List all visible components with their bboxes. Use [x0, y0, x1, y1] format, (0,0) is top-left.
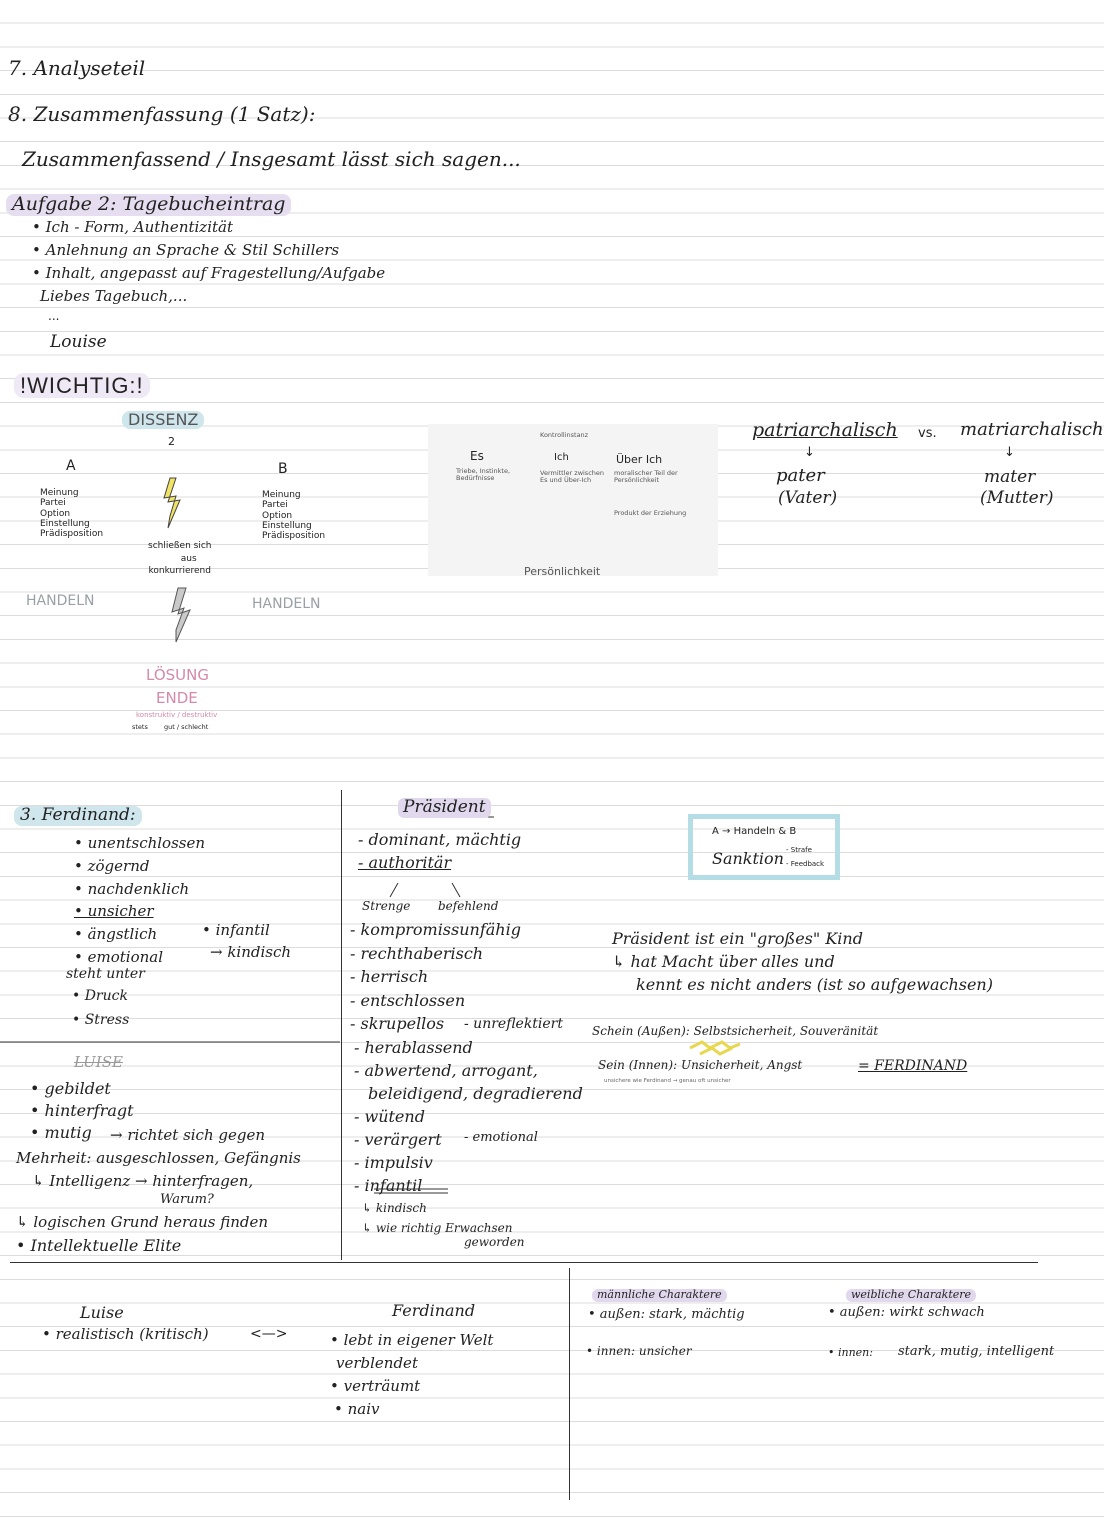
party-b-label: B	[278, 461, 288, 477]
mater-label: mater	[984, 467, 1036, 487]
list-item: Einstellung	[40, 519, 90, 530]
gut-prefix: stets	[132, 723, 148, 731]
middle-text: aus	[180, 553, 197, 564]
list-item: - verärgert	[354, 1130, 442, 1149]
konstruktiv-label: konstruktiv / destruktiv	[136, 711, 218, 719]
strenge-label: Strenge	[362, 899, 411, 913]
heading-analyseteil: 7. Analyseteil	[8, 56, 146, 80]
bottom-ferdinand: Ferdinand	[392, 1301, 476, 1320]
ferdinand-equals: = FERDINAND	[858, 1058, 968, 1074]
bottom-luise-trait: • realistisch (kritisch)	[42, 1325, 209, 1343]
emotional-label: - emotional	[464, 1130, 538, 1145]
list-item: • nachdenklich	[74, 879, 190, 898]
luise-elite: • Intellektuelle Elite	[16, 1236, 182, 1255]
list-item: Meinung	[262, 490, 301, 500]
divider	[341, 790, 342, 1260]
patriarchalisch: patriarchalisch	[752, 419, 898, 441]
handeln-right: HANDELN	[252, 596, 321, 612]
pater-label: pater	[776, 465, 825, 486]
list-item: • mutig	[30, 1123, 92, 1142]
male-aussen: • außen: stark, mächtig	[588, 1307, 745, 1322]
luise-warum: Warum?	[160, 1192, 214, 1207]
psyche-ueber-ich: Über Ich	[616, 453, 663, 466]
list-item: Partei	[262, 500, 288, 511]
list-item: Partei	[40, 498, 66, 509]
ferdinand-trait: • verträumt	[330, 1377, 421, 1395]
wie-label: ↳ wie richtig Erwachsen	[362, 1221, 513, 1235]
psyche-ueber-desc: moralischer Teil der Persönlichkeit	[614, 469, 678, 485]
psyche-figure	[428, 424, 718, 576]
ferdinand-traits	[74, 832, 205, 969]
arrow-down-icon: ↓	[1004, 445, 1015, 460]
kind-line3: kennt es nicht anders (ist so aufgewachsen)	[636, 975, 993, 994]
handeln-left: HANDELN	[26, 593, 95, 609]
psyche-ich-desc: Vermittler zwischen Es und Über-Ich	[540, 469, 605, 485]
psyche-produkt: Produkt der Erziehung	[614, 509, 687, 517]
list-item: - rechthaberisch	[350, 943, 484, 963]
list-item: • zögernd	[74, 856, 150, 875]
divider	[10, 1262, 1038, 1263]
list-item: - herrisch	[350, 967, 429, 986]
luise-richtet: → richtet sich gegen	[110, 1126, 266, 1144]
list-item: • gebildet	[30, 1079, 111, 1098]
list-item: Prädisposition	[262, 531, 326, 542]
lightning-icon	[172, 588, 190, 642]
arrow-down-icon: ↓	[804, 445, 815, 460]
list-item: Einstellung	[262, 521, 312, 532]
female-title: weibliche Charaktere	[846, 1289, 976, 1302]
list-item: • emotional	[74, 947, 164, 966]
praesident-title: Präsident	[398, 798, 491, 818]
middle-text: schließen sich	[148, 541, 212, 551]
kind-line1: Präsident ist ein "großes" Kind	[612, 929, 863, 948]
summary-phrase: Zusammenfassend / Insgesamt lässt sich sagen...	[22, 147, 521, 171]
list-item: - entschlossen	[350, 990, 466, 1010]
psyche-ich: Ich	[554, 452, 569, 463]
female-aussen: • außen: wirkt schwach	[828, 1305, 985, 1320]
stress: • Stress	[72, 1012, 130, 1028]
list-item: Option	[40, 508, 71, 519]
ferdinand-trait: • naiv	[334, 1400, 380, 1418]
list-item: - kompromissunfähig	[350, 920, 521, 939]
kindisch-label: ↳ kindisch	[362, 1201, 427, 1215]
list-item: - infantil	[354, 1176, 423, 1195]
task2-bullet: • Ich - Form, Authentizität	[32, 218, 233, 236]
ferdinand-title: 3. Ferdinand:	[14, 806, 142, 826]
important-label: !WICHTIG:!	[14, 373, 150, 398]
luise-mehrheit: Mehrheit: ausgeschlossen, Gefängnis	[16, 1149, 301, 1167]
ferdinand-trait: • lebt in eigener Welt	[330, 1331, 494, 1349]
sanktion-label: Sanktion	[712, 849, 784, 868]
task2-heading: Aufgabe 2: Tagebucheintrag	[6, 194, 291, 216]
praesident-line: - dominant, mächtig	[358, 830, 522, 849]
heading-zusammenfassung: 8. Zusammenfassung (1 Satz):	[8, 102, 316, 126]
ende-label: ENDE	[156, 689, 198, 707]
druck: • Druck	[72, 988, 128, 1004]
list-item: • unentschlossen	[74, 834, 206, 852]
kind-line2: ↳ hat Macht über alles und	[612, 952, 835, 971]
double-arrow-icon: <—>	[250, 1326, 288, 1342]
gut-schlecht: gut / schlecht	[164, 723, 209, 731]
sanktion-box	[688, 814, 840, 880]
female-innen: • innen:	[828, 1346, 873, 1359]
praesident-traits-more	[354, 1036, 583, 1197]
sein-line: Sein (Innen): Unsicherheit, Angst	[598, 1058, 803, 1072]
list-item: Meinung	[40, 488, 79, 498]
befehlend-label: befehlend	[438, 899, 499, 913]
vater-label: (Vater)	[778, 488, 838, 508]
kindisch: → kindisch	[210, 943, 292, 961]
lightning-icon	[164, 478, 180, 528]
divider	[569, 1268, 570, 1500]
diary-signature: Louise	[50, 332, 107, 352]
bottom-luise: Luise	[80, 1303, 124, 1322]
list-item: - herablassend	[354, 1038, 473, 1057]
schein-line: Schein (Außen): Selbstsicherheit, Souveränität	[592, 1024, 879, 1038]
male-innen: • innen: unsicher	[586, 1344, 692, 1358]
sein-tiny: unsichere wie Ferdinand → genau oft unsicher	[604, 1078, 731, 1084]
ellipsis: ...	[48, 309, 60, 323]
task2-bullet: • Anlehnung an Sprache & Stil Schillers	[32, 241, 340, 259]
list-item: - skrupellos	[350, 1014, 445, 1033]
list-item: - impulsiv	[354, 1153, 433, 1172]
list-item: beleidigend, degradierend	[368, 1084, 583, 1103]
ferdinand-trait: verblendet	[336, 1354, 418, 1372]
male-title: männliche Charaktere	[592, 1289, 727, 1302]
steht-unter: steht unter	[66, 966, 145, 982]
psyche-top: Kontrollinstanz	[540, 431, 589, 439]
vs-label: vs.	[918, 426, 937, 441]
luise-logisch: ↳ logischen Grund heraus finden	[16, 1213, 269, 1231]
psyche-es-desc: Triebe, Instinkte, Bedürfnisse	[456, 467, 511, 483]
dissenz-title: DISSENZ	[122, 411, 204, 429]
list-item: - wütend	[354, 1107, 425, 1126]
psyche-persoenlichkeit: Persönlichkeit	[524, 565, 601, 578]
geworden-label: geworden	[464, 1235, 525, 1249]
loesung-label: LÖSUNG	[146, 666, 209, 684]
sanktion-feedback: - Feedback	[786, 860, 825, 868]
dissenz-number: 2	[168, 435, 175, 448]
praesident-line: - authoritär	[358, 853, 452, 872]
psyche-es: Es	[470, 449, 484, 463]
party-a-label: A	[66, 458, 76, 474]
luise-intelligenz: ↳ Intelligenz → hinterfragen,	[32, 1172, 254, 1190]
sanktion-top: A → Handeln & B	[712, 826, 797, 837]
female-innen-value: stark, mutig, intelligent	[898, 1344, 1055, 1359]
list-item: Option	[262, 510, 293, 521]
list-item: Prädisposition	[40, 529, 104, 540]
matriarchalisch: matriarchalisch	[960, 419, 1104, 440]
list-item: • unsicher	[74, 902, 154, 921]
list-item: • ängstlich	[74, 925, 158, 944]
diary-greeting: Liebes Tagebuch,...	[40, 287, 188, 305]
luise-title: LUISE	[74, 1053, 123, 1071]
task2-bullet: • Inhalt, angepasst auf Fragestellung/Aufgabe	[32, 264, 386, 282]
sanktion-strafe: - Strafe	[786, 846, 812, 854]
middle-text: konkurrierend	[148, 566, 211, 577]
unreflektiert-label: - unreflektiert	[464, 1016, 564, 1032]
mutter-label: (Mutter)	[980, 488, 1054, 508]
infantil: • infantil	[202, 921, 270, 939]
list-item: • hinterfragt	[30, 1101, 134, 1120]
list-item: - abwertend, arrogant,	[354, 1061, 538, 1080]
